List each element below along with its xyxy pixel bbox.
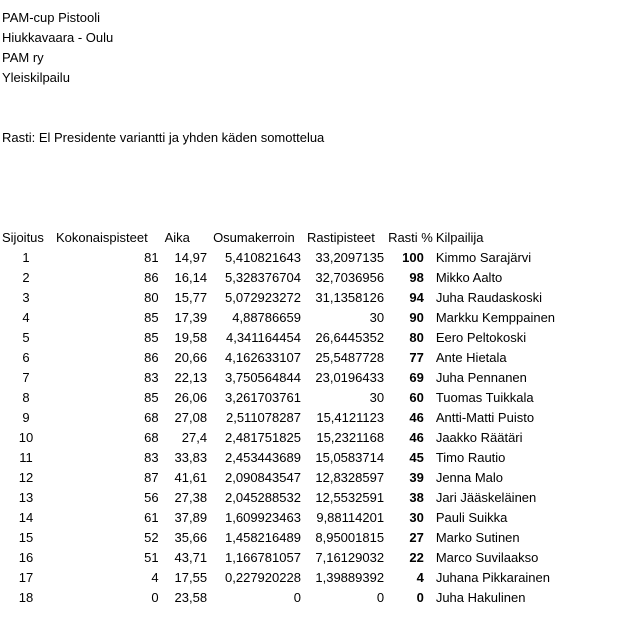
cell-total-points: 0 — [151, 590, 159, 605]
table-row — [0, 308, 617, 328]
cell-rank: 6 — [22, 350, 30, 365]
cell-rank: 4 — [22, 310, 30, 325]
cell-stage-points: 30 — [369, 310, 385, 325]
cell-time: 14,97 — [174, 250, 208, 265]
cell-time: 37,89 — [174, 510, 208, 525]
cell-stage-percent: 94 — [409, 290, 424, 305]
cell-total-points: 85 — [144, 330, 159, 345]
cell-stage-percent: 90 — [409, 310, 424, 325]
cell-total-points: 80 — [144, 290, 159, 305]
cell-competitor: Jaakko Räätäri — [435, 430, 523, 445]
cell-time: 20,66 — [174, 350, 208, 365]
table-row — [0, 428, 617, 448]
cell-total-points: 61 — [144, 510, 159, 525]
cell-time: 27,4 — [181, 430, 208, 445]
cell-hit-factor: 0 — [293, 590, 301, 605]
cell-stage-points: 31,1358126 — [315, 290, 385, 305]
cell-competitor: Marco Suvilaakso — [435, 550, 539, 565]
column-header-stage-percent: Rasti % — [388, 230, 433, 245]
table-row — [0, 528, 617, 548]
cell-stage-percent: 69 — [409, 370, 424, 385]
table-row — [0, 508, 617, 528]
cell-time: 17,39 — [174, 310, 208, 325]
cell-competitor: Mikko Aalto — [435, 270, 503, 285]
competition-location: Hiukkavaara - Oulu — [2, 30, 114, 45]
table-row — [0, 568, 617, 588]
table-row — [0, 368, 617, 388]
cell-stage-points: 15,0583714 — [315, 450, 385, 465]
cell-stage-points: 15,4121123 — [316, 410, 385, 425]
cell-stage-points: 32,7036956 — [315, 270, 385, 285]
cell-time: 23,58 — [174, 590, 208, 605]
cell-total-points: 83 — [144, 370, 159, 385]
column-header-total-points: Kokonaispisteet — [55, 230, 148, 245]
cell-stage-points: 12,8328597 — [315, 470, 385, 485]
cell-hit-factor: 5,072923272 — [225, 290, 301, 305]
table-row — [0, 388, 617, 408]
cell-competitor: Juhana Pikkarainen — [435, 570, 551, 585]
cell-total-points: 85 — [144, 390, 159, 405]
cell-rank: 2 — [22, 270, 30, 285]
cell-rank: 10 — [18, 430, 34, 445]
cell-rank: 8 — [22, 390, 30, 405]
table-row — [0, 408, 617, 428]
cell-stage-percent: 46 — [409, 410, 424, 425]
cell-rank: 15 — [18, 530, 34, 545]
cell-total-points: 52 — [144, 530, 159, 545]
cell-competitor: Timo Rautio — [435, 450, 506, 465]
cell-total-points: 86 — [144, 350, 159, 365]
cell-competitor: Marko Sutinen — [435, 530, 520, 545]
cell-time: 17,55 — [174, 570, 208, 585]
cell-stage-percent: 39 — [409, 470, 424, 485]
cell-stage-percent: 77 — [409, 350, 424, 365]
cell-hit-factor: 2,481751825 — [225, 430, 301, 445]
cell-time: 15,77 — [174, 290, 208, 305]
cell-competitor: Juha Hakulinen — [435, 590, 526, 605]
cell-stage-points: 26,6445352 — [315, 330, 385, 345]
cell-hit-factor: 0,227920228 — [225, 570, 301, 585]
table-row — [0, 248, 617, 268]
cell-competitor: Tuomas Tuikkala — [435, 390, 534, 405]
cell-stage-percent: 46 — [409, 430, 424, 445]
cell-hit-factor: 1,458216489 — [225, 530, 301, 545]
cell-rank: 3 — [22, 290, 30, 305]
cell-rank: 18 — [18, 590, 34, 605]
cell-stage-points: 30 — [369, 390, 385, 405]
cell-time: 16,14 — [174, 270, 208, 285]
stage-description: Rasti: El Presidente variantti ja yhden käden somottelua — [2, 130, 325, 145]
cell-rank: 1 — [22, 250, 30, 265]
cell-total-points: 68 — [144, 410, 159, 425]
cell-stage-points: 0 — [376, 590, 385, 605]
cell-hit-factor: 2,090843547 — [225, 470, 301, 485]
cell-time: 19,58 — [174, 330, 208, 345]
cell-total-points: 83 — [144, 450, 159, 465]
cell-hit-factor: 3,750564844 — [225, 370, 301, 385]
cell-rank: 9 — [22, 410, 30, 425]
cell-stage-percent: 22 — [409, 550, 424, 565]
column-header-rank: Sijoitus — [2, 230, 44, 245]
cell-stage-points: 12,5532591 — [315, 490, 385, 505]
cell-stage-points: 7,16129032 — [315, 550, 385, 565]
cell-stage-percent: 4 — [416, 570, 424, 585]
cell-time: 43,71 — [174, 550, 208, 565]
cell-competitor: Kimmo Sarajärvi — [435, 250, 532, 265]
cell-competitor: Antti-Matti Puisto — [435, 410, 535, 425]
cell-rank: 16 — [18, 550, 34, 565]
cell-hit-factor: 1,166781057 — [225, 550, 301, 565]
cell-time: 33,83 — [174, 450, 208, 465]
column-header-stage-points: Rastipisteet — [306, 230, 375, 245]
cell-time: 26,06 — [174, 390, 208, 405]
cell-hit-factor: 3,261703761 — [225, 390, 301, 405]
cell-hit-factor: 2,453443689 — [225, 450, 301, 465]
table-row — [0, 288, 617, 308]
cell-stage-points: 1,39889392 — [315, 570, 385, 585]
cell-time: 27,08 — [174, 410, 208, 425]
table-row — [0, 348, 617, 368]
cell-stage-points: 33,2097135 — [315, 250, 385, 265]
column-header-hit-factor: Osumakerroin — [213, 230, 295, 245]
cell-stage-points: 15,2321168 — [316, 430, 385, 445]
cell-rank: 13 — [18, 490, 34, 505]
cell-stage-points: 25,5487728 — [315, 350, 385, 365]
table-row — [0, 268, 617, 288]
cell-hit-factor: 2,511078287 — [225, 410, 301, 425]
cell-total-points: 51 — [144, 550, 159, 565]
cell-hit-factor: 4,88786659 — [232, 310, 301, 325]
cell-stage-points: 9,88114201 — [316, 510, 385, 525]
table-row — [0, 328, 617, 348]
results-table — [0, 228, 617, 608]
cell-competitor: Jari Jääskeläinen — [435, 490, 537, 505]
cell-rank: 5 — [22, 330, 30, 345]
cell-total-points: 81 — [144, 250, 159, 265]
cell-competitor: Ante Hietala — [435, 350, 507, 365]
cell-total-points: 86 — [144, 270, 159, 285]
cell-stage-percent: 27 — [409, 530, 424, 545]
cell-total-points: 85 — [144, 310, 159, 325]
cell-stage-percent: 60 — [409, 390, 424, 405]
cell-time: 41,61 — [174, 470, 208, 485]
cell-stage-points: 8,95001815 — [315, 530, 385, 545]
cell-rank: 7 — [22, 370, 30, 385]
competition-class: Yleiskilpailu — [2, 70, 70, 85]
column-header-time: Aika — [164, 230, 190, 245]
organizer: PAM ry — [2, 50, 44, 65]
cell-stage-points: 23,0196433 — [315, 370, 385, 385]
cell-stage-percent: 80 — [409, 330, 424, 345]
cell-rank: 17 — [18, 570, 34, 585]
cell-stage-percent: 98 — [409, 270, 424, 285]
cell-rank: 14 — [18, 510, 34, 525]
cell-competitor: Eero Peltokoski — [435, 330, 527, 345]
table-row — [0, 548, 617, 568]
table-row — [0, 468, 617, 488]
cell-competitor: Juha Pennanen — [435, 370, 527, 385]
table-row — [0, 448, 617, 468]
cell-time: 27,38 — [174, 490, 208, 505]
cell-rank: 12 — [18, 470, 34, 485]
cell-time: 22,13 — [174, 370, 208, 385]
cell-hit-factor: 5,328376704 — [225, 270, 301, 285]
cell-hit-factor: 4,162633107 — [225, 350, 301, 365]
cell-rank: 11 — [19, 450, 33, 465]
cell-hit-factor: 1,609923463 — [225, 510, 301, 525]
cell-total-points: 56 — [144, 490, 159, 505]
cell-stage-percent: 45 — [409, 450, 424, 465]
table-row — [0, 588, 617, 608]
cell-stage-percent: 38 — [409, 490, 424, 505]
competition-title: PAM-cup Pistooli — [2, 10, 101, 25]
table-header-row — [0, 228, 617, 248]
cell-time: 35,66 — [174, 530, 208, 545]
cell-total-points: 87 — [144, 470, 159, 485]
cell-hit-factor: 4,341164454 — [225, 330, 301, 345]
cell-stage-percent: 100 — [402, 250, 424, 265]
cell-stage-percent: 0 — [416, 590, 424, 605]
cell-hit-factor: 5,410821643 — [225, 250, 301, 265]
cell-competitor: Markku Kemppainen — [435, 310, 556, 325]
cell-competitor: Jenna Malo — [435, 470, 504, 485]
cell-stage-percent: 30 — [409, 510, 424, 525]
cell-total-points: 68 — [144, 430, 159, 445]
cell-total-points: 4 — [151, 570, 159, 585]
table-row — [0, 488, 617, 508]
cell-competitor: Pauli Suikka — [435, 510, 508, 525]
cell-competitor: Juha Raudaskoski — [435, 290, 543, 305]
cell-hit-factor: 2,045288532 — [225, 490, 301, 505]
column-header-competitor: Kilpailija — [435, 230, 484, 245]
